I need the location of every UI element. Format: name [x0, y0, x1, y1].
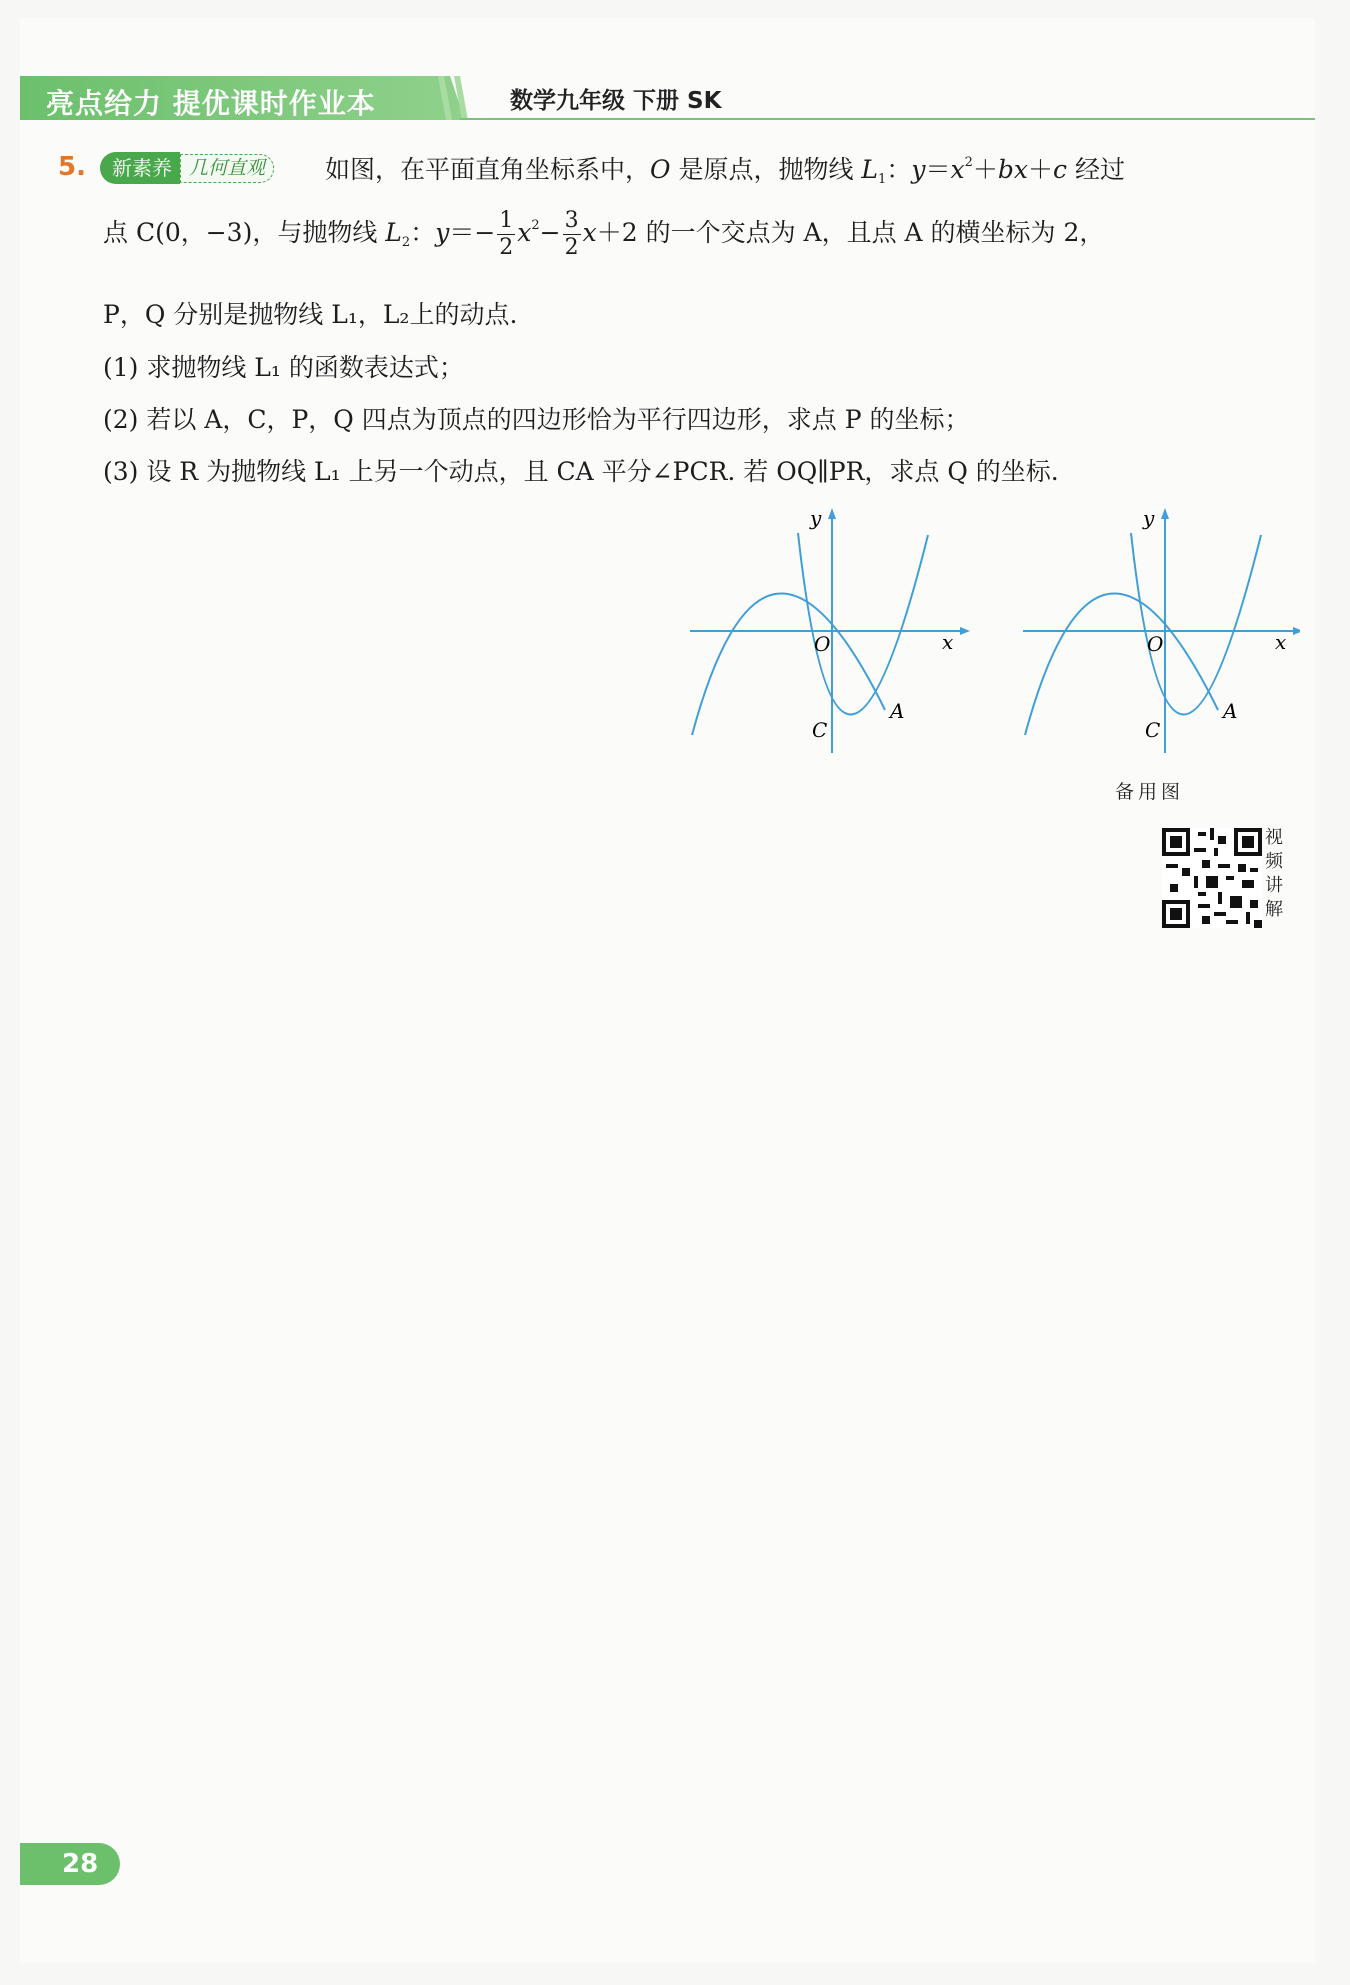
question-line-2: 点 C(0，−3)，与抛物线 $L_2$：y＝− $\frac{1}{2}$ $x^2-$ $\frac{3}{2}$ x＋2 的一个交点为 A，且点 A 的横坐标为 2， [103, 208, 1105, 260]
point-A-label: A [890, 699, 905, 723]
x-label: x [942, 630, 954, 654]
y-axis-arrow-icon [828, 508, 836, 519]
text-segment: 的一个交点为 A，且点 A 的横坐标为 2， [637, 218, 1105, 247]
parabola-figure-spare [1023, 506, 1300, 753]
question-line-3: P，Q 分别是抛物线 L₁，L₂上的动点. [103, 300, 518, 329]
qr-code-icon[interactable] [1162, 828, 1262, 928]
text-segment: 如图，在平面直角坐标系中， [325, 155, 651, 184]
origin-label: O [814, 632, 831, 656]
text-segment: 点 C(0，−3)，与抛物线 [103, 218, 386, 247]
text-segment: O [650, 155, 671, 184]
y-label: y [1143, 506, 1155, 530]
book-title: 亮点给力 提优课时作业本 [46, 87, 376, 120]
header-rule [460, 118, 1315, 120]
parabola-L1 [1131, 533, 1261, 715]
question-part-1: (1) 求抛物线 L₁ 的函数表达式； [103, 353, 464, 382]
text-segment: 是原点，抛物线 [670, 155, 862, 184]
parabola-figures [680, 505, 1300, 775]
question-part-3: (3) 设 R 为抛物线 L₁ 上另一个动点，且 CA 平分∠PCR. 若 OQ∥PR，求点 Q 的坐标. [103, 457, 1059, 486]
figure-caption: 备用图 [1115, 781, 1185, 803]
tag-secondary: 几何直观 [180, 154, 274, 183]
fraction: $\frac{1}{2}$ [499, 208, 514, 260]
point-C-label: C [1145, 718, 1161, 742]
parabola-figure-main [690, 506, 970, 753]
x-axis-arrow-icon [960, 627, 970, 635]
question-tag [100, 152, 274, 184]
text-segment: 经过 [1067, 155, 1125, 184]
x-label: x [1275, 630, 1287, 654]
book-subtitle: 数学九年级 下册 SK [510, 88, 722, 114]
point-C-label: C [812, 718, 828, 742]
point-A-label: A [1223, 699, 1238, 723]
tag-primary: 新素养 [100, 152, 180, 184]
page-header [20, 72, 1315, 124]
question-line-1: 如图，在平面直角坐标系中，O 是原点，抛物线 $L_1$：$y=x^2+bx+c$ 经过 [325, 155, 1125, 187]
y-axis-arrow-icon [1161, 508, 1169, 519]
question-part-2: (2) 若以 A，C，P，Q 四点为顶点的四边形恰为平行四边形，求点 P 的坐标； [103, 405, 970, 434]
fraction: $\frac{3}{2}$ [564, 208, 579, 260]
qr-label: 视频讲解 [1265, 827, 1283, 920]
y-label: y [810, 506, 822, 530]
x-axis-arrow-icon [1293, 627, 1300, 635]
page-number: 28 [20, 1843, 120, 1885]
parabola-L1 [798, 533, 928, 715]
origin-label: O [1147, 632, 1164, 656]
question-number: 5. [58, 152, 86, 182]
